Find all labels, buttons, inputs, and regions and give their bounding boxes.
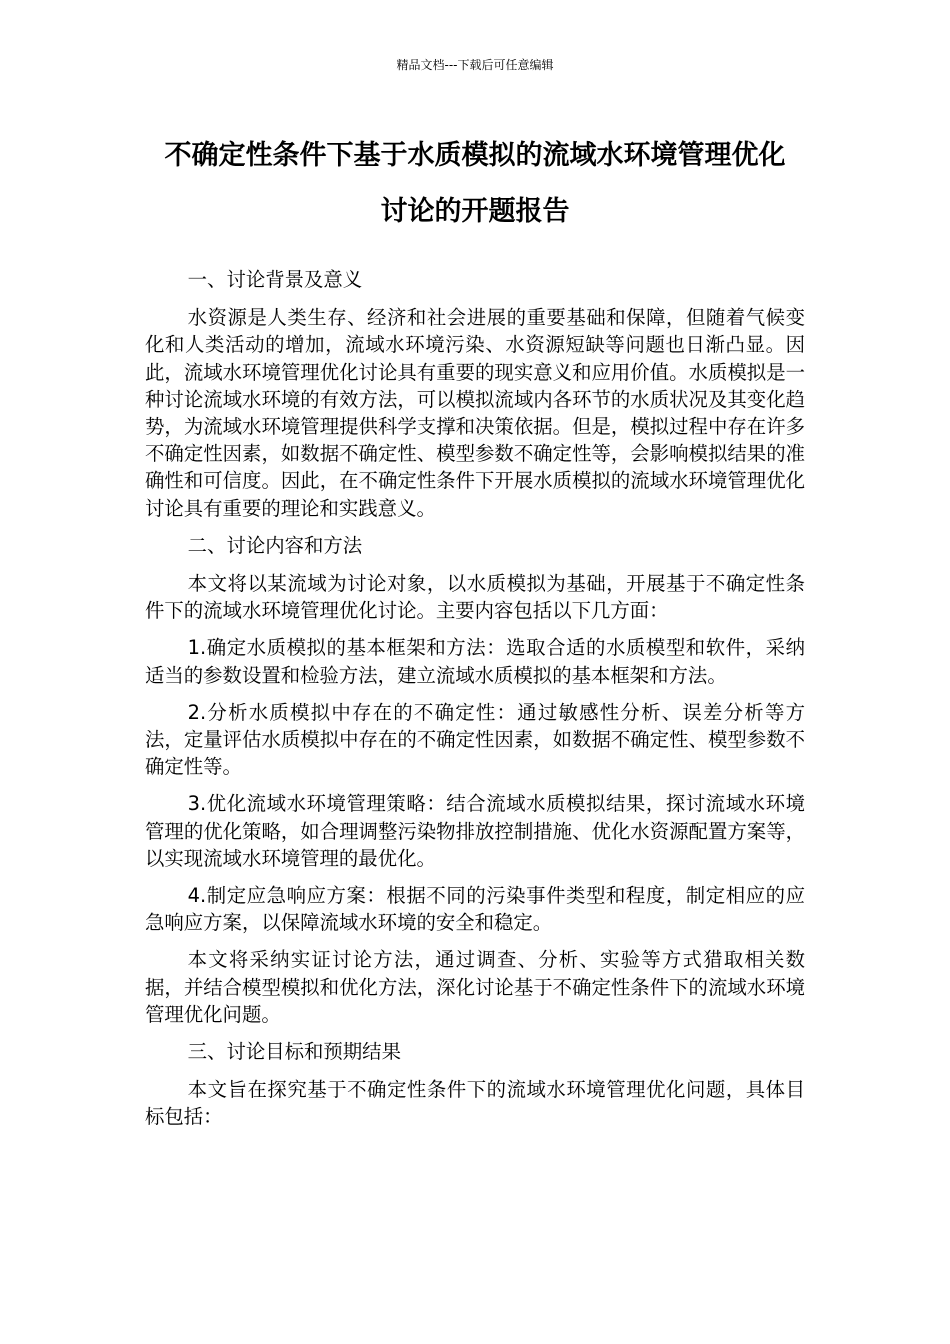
paragraph-method: 本文将采纳实证讨论方法，通过调查、分析、实验等方式猎取相关数据，并结合模型模拟和优化方法，深化讨论基于不确定性条件下的流域水环境管理优化问题。 <box>145 948 805 1026</box>
list-item-4: 4.制定应急响应方案：根据不同的污染事件类型和程度，制定相应的应急响应方案，以保障流域水环境的安全和稳定。 <box>145 884 805 935</box>
document-body <box>145 266 805 1141</box>
title-line-2: 讨论的开题报告 <box>380 196 570 227</box>
list-item-1: 1.确定水质模拟的基本框架和方法：选取合适的水质模型和软件，采纳适当的参数设置和检验方法，建立流域水质模拟的基本框架和方法。 <box>145 636 805 687</box>
paragraph-background: 水资源是人类生存、经济和社会进展的重要基础和保障，但随着气候变化和人类活动的增加，流域水环境污染、水资源短缺等问题也日渐凸显。因此，流域水环境管理优化讨论具有重要的现实意义和应用价值。水质模拟是一种讨论流域水环境的有效方法，可以模拟流域内各环节的水质状况及其变化趋势，为流域水环境管理提供科学支撑和决策依据。但是，模拟过程中存在许多不确定性因素，如数据不确定性、模型参数不确定性等，会影响模拟结果的准确性和可信度。因此，在不确定性条件下开展水质模拟的流域水环境管理优化讨论具有重要的理论和实践意义。 <box>145 306 805 520</box>
page-header: 精品文档---下载后可任意编辑 <box>396 58 554 72</box>
paragraph-goals: 本文旨在探究基于不确定性条件下的流域水环境管理优化问题，具体目标包括： <box>145 1078 805 1129</box>
section-heading-background: 一、讨论背景及意义 <box>187 268 363 291</box>
list-item-2: 2.分析水质模拟中存在的不确定性：通过敏感性分析、误差分析等方法，定量评估水质模拟中存在的不确定性因素，如数据不确定性、模型参数不确定性等。 <box>145 700 805 779</box>
list-item-3: 3.优化流域水环境管理策略：结合流域水质模拟结果，探讨流域水环境管理的优化策略，如合理调整污染物排放控制措施、优化水资源配置方案等，以实现流域水环境管理的最优化。 <box>145 792 805 870</box>
section-heading-content-method: 二、讨论内容和方法 <box>187 533 363 557</box>
title-line-1: 不确定性条件下基于水质模拟的流域水环境管理优化 <box>164 140 786 171</box>
section-heading-goals: 三、讨论目标和预期结果 <box>187 1040 401 1064</box>
paragraph-content-intro: 本文将以某流域为讨论对象，以水质模拟为基础，开展基于不确定性条件下的流域水环境管理优化讨论。主要内容包括以下几方面： <box>145 572 805 623</box>
